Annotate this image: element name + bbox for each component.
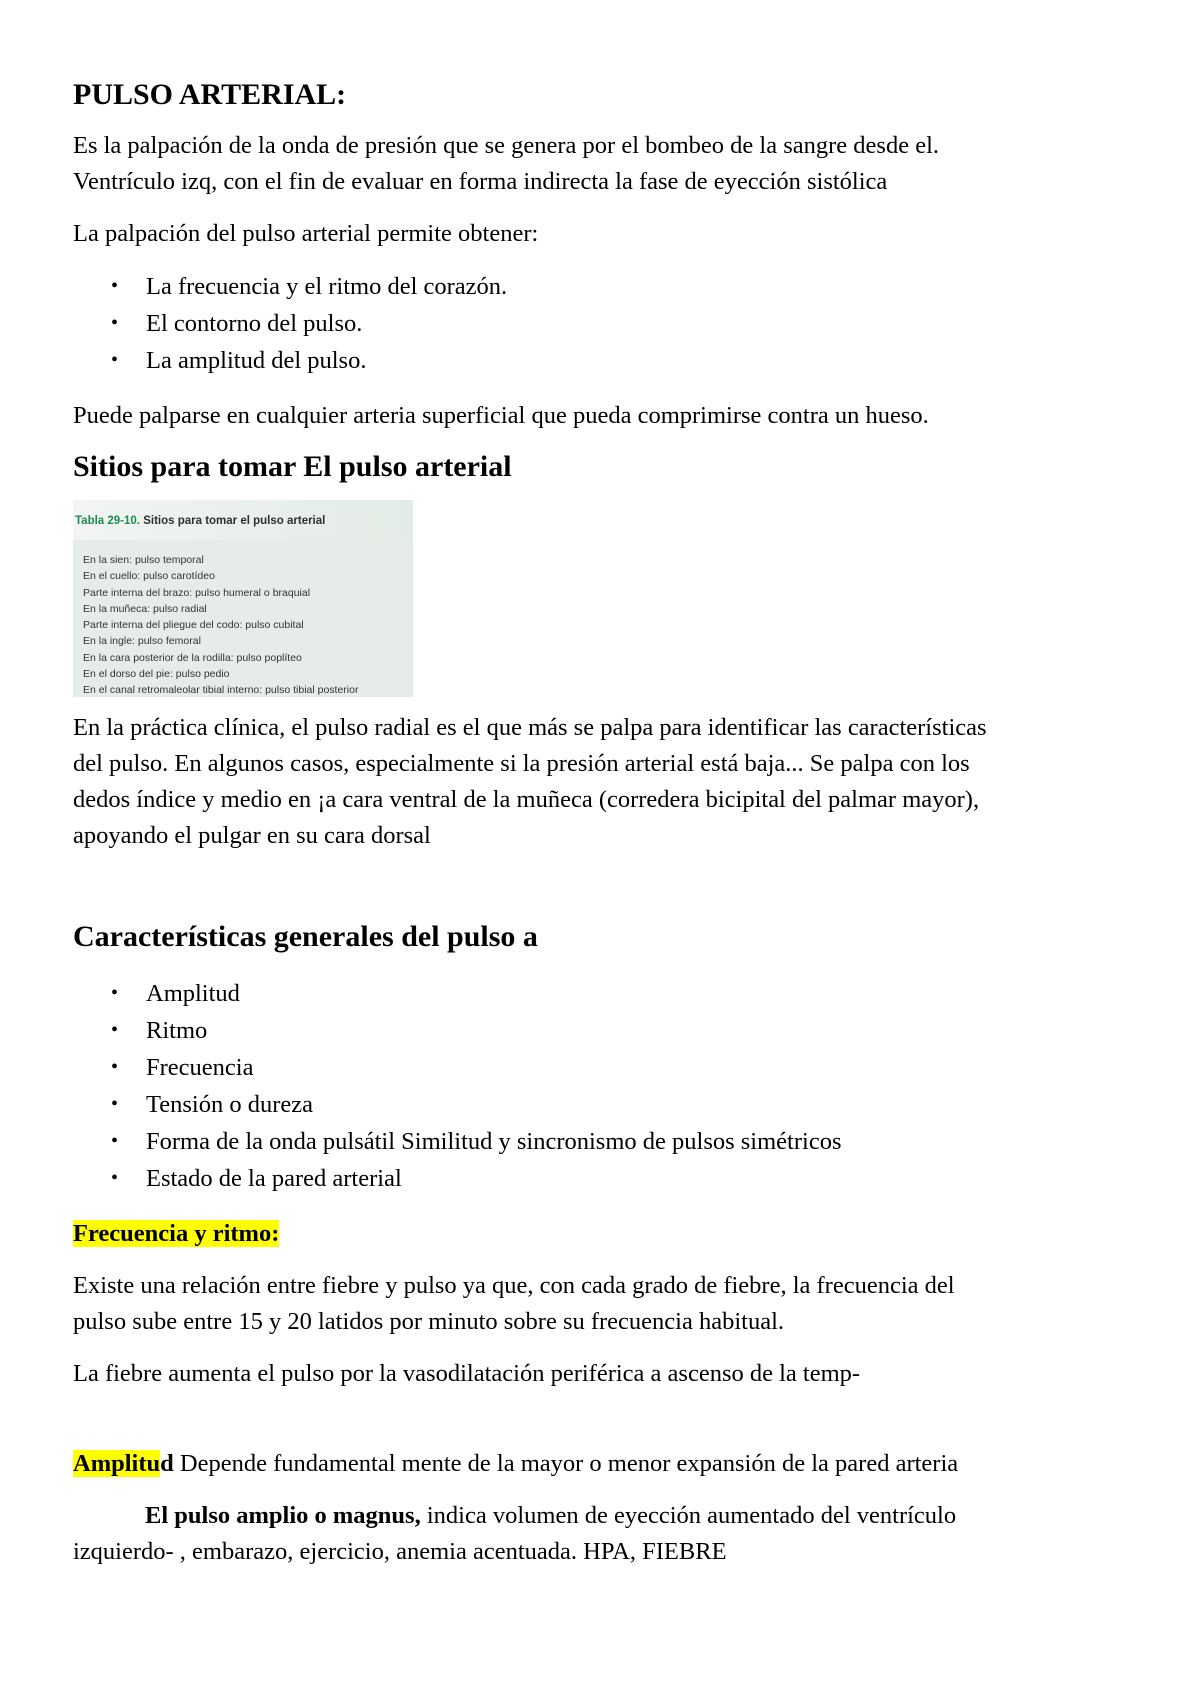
magnus-line-1: El pulso amplio o magnus, indica volumen de eyección aumentado del ventrículo — [145, 1502, 957, 1529]
practica-line-3: dedos índice y medio en ¡a cara ventral de la muñeca (corredera bicipital del palmar mayor), — [73, 786, 980, 813]
magnus-bold: El pulso amplio o magnus, — [145, 1502, 421, 1529]
sitios-heading: Sitios para tomar El pulso arterial — [73, 450, 512, 483]
practica-line-4: apoyando el pulgar en su cara dorsal — [73, 822, 431, 849]
permite-text: La palpación del pulso arterial permite obtener: — [73, 220, 539, 247]
table-row: En la sien: pulso temporal — [83, 554, 204, 566]
sitios-table-image — [73, 500, 413, 697]
table-row: En el canal retromaleolar tibial interno: pulso tibial posterior — [83, 684, 359, 697]
bullet-icon: • — [111, 982, 119, 1004]
table-row: En el cuello: pulso carotídeo — [83, 570, 215, 583]
permite-list — [73, 268, 507, 379]
list-item: • El contorno del pulso. — [73, 305, 507, 342]
table-row: En la ingle: pulso femoral — [83, 635, 201, 648]
list-item: • La frecuencia y el ritmo del corazón. — [73, 268, 507, 305]
frecuencia-heading: Frecuencia y ritmo: — [73, 1220, 280, 1247]
practica-line-2: del pulso. En algunos casos, especialmente si la presión arterial está baja... Se palpa con los — [73, 750, 970, 777]
amplitud-paragraph: Amplitud Depende fundamental mente de la mayor o menor expansión de la pared arteria — [73, 1450, 959, 1477]
caracteristicas-list — [73, 975, 841, 1197]
bullet-icon: • — [111, 1019, 119, 1041]
table-row: Parte interna del pliegue del codo: pulso cubital — [83, 619, 304, 632]
list-item: • La amplitud del pulso. — [73, 342, 507, 379]
bullet-icon: • — [111, 1093, 119, 1115]
list-item: • Amplitud — [73, 975, 841, 1012]
table-row: En la cara posterior de la rodilla: pulso poplíteo — [83, 651, 302, 664]
list-item: • Frecuencia — [73, 1049, 841, 1086]
table-row: En el dorso del pie: pulso pedio — [83, 668, 230, 681]
table-row: Parte interna del brazo: pulso humeral o braquial — [83, 586, 311, 599]
practica-line-1: En la práctica clínica, el pulso radial es el que más se palpa para identificar las características — [73, 714, 987, 741]
caracteristicas-heading: Características generales del pulso a — [73, 920, 538, 953]
table-rows — [83, 552, 358, 697]
bullet-icon: • — [111, 1056, 119, 1078]
table-row: En la muñeca: pulso radial — [83, 602, 207, 615]
amplitud-label: Amplitu — [73, 1450, 161, 1477]
list-item: • Forma de la onda pulsátil Similitud y sincronismo de pulsos simétricos — [73, 1123, 841, 1160]
fiebre-line-2: pulso sube entre 15 y 20 latidos por minuto sobre su frecuencia habitual. — [73, 1308, 785, 1335]
bullet-icon: • — [111, 1130, 119, 1152]
palparse-text: Puede palparse en cualquier arteria superficial que pueda comprimirse contra un hueso. — [73, 402, 929, 429]
table-title: Tabla 29-10. Sitios para tomar el pulso arterial — [75, 515, 326, 527]
bullet-icon: • — [111, 312, 119, 334]
bullet-icon: • — [111, 349, 119, 371]
page-title: PULSO ARTERIAL: — [73, 78, 347, 111]
list-item: • Tensión o dureza — [73, 1086, 841, 1123]
list-item: • Ritmo — [73, 1012, 841, 1049]
intro-line-2: Ventrículo izq, con el fin de evaluar en forma indirecta la fase de eyección sistólica — [73, 168, 888, 195]
bullet-icon: • — [111, 275, 119, 297]
intro-line-1: Es la palpación de la onda de presión que se genera por el bombeo de la sangre desde el. — [73, 132, 940, 159]
fiebre-line-1: Existe una relación entre fiebre y pulso ya que, con cada grado de fiebre, la frecuencia del — [73, 1272, 955, 1299]
bullet-icon: • — [111, 1167, 119, 1189]
fiebre2-text: La fiebre aumenta el pulso por la vasodilatación periférica a ascenso de la temp- — [73, 1360, 861, 1387]
magnus-line-2: izquierdo- , embarazo, ejercicio, anemia acentuada. HPA, FIEBRE — [73, 1538, 727, 1565]
list-item: • Estado de la pared arterial — [73, 1160, 841, 1197]
